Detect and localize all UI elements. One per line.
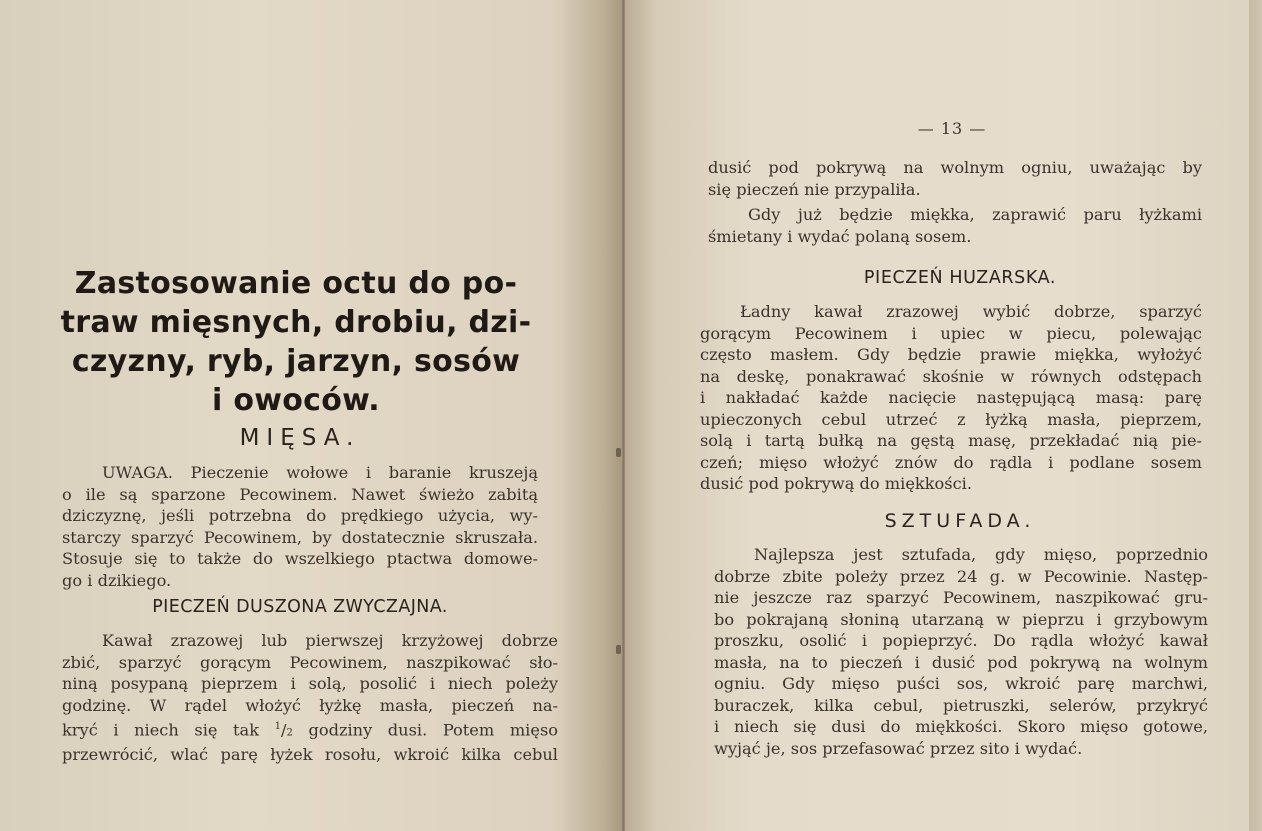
section-heading-sztufada: SZTUFADA. (884, 510, 1036, 532)
paragraph-sztufada (714, 544, 1208, 759)
text-line: czeń; mięso włożyć znów do rądla i podlane sosem (700, 452, 1202, 472)
text-line: niną posypaną pieprzem i solą, posolić i niech poleży (62, 674, 558, 693)
text-line: o ile są sparzone Pecowinem. Nawet świeżo zabitą (62, 484, 538, 504)
paragraph-smietana (708, 204, 1202, 247)
text-line: i nakładać każde nacięcie następującą masą: parę (700, 388, 1202, 407)
text-line: śmietany i wydać polaną sosem. (708, 226, 972, 246)
page-number: — 13 — (917, 119, 987, 138)
book-gutter (622, 0, 625, 831)
text-line: nie jeszcze raz sparzyć Pecowinem, naszpikować gru- (714, 588, 1208, 607)
chapter-title (56, 264, 536, 420)
paragraph-pieczen-duszona (62, 630, 558, 765)
title-line: i owoców. (212, 383, 380, 418)
binding-stitch (616, 645, 621, 654)
text-line: ogniu. Gdy mięso puści sos, wkroić parę marchwi, (714, 674, 1208, 693)
text-line: kryć i niech się tak $^1$/2 godziny dusi. Potem mięso (62, 720, 558, 740)
text-line: się pieczeń nie przypaliła. (708, 179, 921, 199)
section-heading-pieczen-huzarska: PIECZEŃ HUZARSKA. (863, 268, 1057, 288)
text-line: Kawał zrazowej lub pierwszej krzyżowej dobrze (102, 631, 558, 650)
paragraph-uwaga (62, 462, 538, 591)
section-heading-pieczen-duszona: PIECZEŃ DUSZONA ZWYCZAJNA. (152, 597, 448, 617)
text-line: na deskę, ponakrawać skośnie w równych odstępach (700, 366, 1202, 386)
text-line: upieczonych cebul utrzeć z łyżką masła, pieprzem, (700, 409, 1202, 429)
text-line: UWAGA. Pieczenie wołowe i baranie kruszeją (102, 463, 538, 482)
fraction-numerator: 1 (274, 721, 282, 732)
text-line: proszku, osolić i popieprzyć. Do rądla włożyć kawał (714, 631, 1208, 650)
text-line: Najlepsza jest sztufada, gdy mięso, poprzednio (754, 545, 1208, 564)
text-line: buraczek, kilka cebul, pietruszki, selerów, przykryć (714, 695, 1208, 715)
text-line: Gdy już będzie miękka, zaprawić paru łyżkami (748, 205, 1202, 224)
text-line: starczy sparzyć Pecowinem, by dostatecznie skruszała. (62, 527, 538, 547)
text-line: gorącym Pecowinem i upiec w piecu, polewając (700, 323, 1202, 343)
title-line: traw mięsnych, drobiu, dzi- (60, 305, 532, 340)
text-line: często masłem. Gdy będzie prawie miękka, wyłożyć (700, 345, 1202, 364)
text-line: dziczyznę, jeśli potrzebna do prędkiego użycia, wy- (62, 506, 538, 525)
text-line: i niech się dusi do miękkości. Skoro mięso gotowe, (714, 717, 1208, 736)
text-line: przewrócić, wlać parę łyżek rosołu, wkroić kilka cebul (62, 744, 558, 764)
text-line: bo pokrajaną słoniną utarzaną w pieprzu i grzybowym (714, 609, 1208, 629)
text-line: solą i tartą bułką na gęstą masę, przekładać nią pie- (700, 431, 1202, 450)
text-line: go i dzikiego. (62, 570, 172, 590)
gutter-shadow (560, 0, 622, 831)
text-line: godzinę. W rądel włożyć łyżkę masła, pieczeń na- (62, 695, 558, 715)
binding-stitch (616, 448, 621, 457)
paragraph-pieczen-huzarska (700, 301, 1202, 495)
text-line: dusić pod pokrywą do miękkości. (700, 474, 972, 493)
section-heading-mieso: MIĘSA. (239, 425, 361, 451)
paragraph-continued (708, 157, 1202, 200)
text-line: Stosuje się to także do wszelkiego ptactwa domowe- (62, 549, 538, 568)
gutter-shadow (1249, 0, 1262, 831)
text-line: dusić pod pokrywą na wolnym ogniu, uważając by (708, 158, 1202, 177)
left-page (0, 0, 624, 831)
text-line: masła, na to pieczeń i dusić pod pokrywą na wolnym (714, 652, 1208, 672)
text-line: Ładny kawał zrazowej wybić dobrze, sparzyć (740, 302, 1202, 321)
fraction-denominator: 2 (286, 727, 293, 739)
title-line: Zastosowanie octu do po- (74, 266, 518, 301)
text-line: dobrze zbite poleży przez 24 g. w Pecowinie. Następ- (714, 566, 1208, 586)
text-line: zbić, sparzyć gorącym Pecowinem, naszpikować sło- (62, 652, 558, 672)
title-line: czyzny, ryb, jarzyn, sosów (71, 344, 521, 379)
text-line: wyjąć je, sos przefasować przez sito i wydać. (714, 738, 1083, 758)
